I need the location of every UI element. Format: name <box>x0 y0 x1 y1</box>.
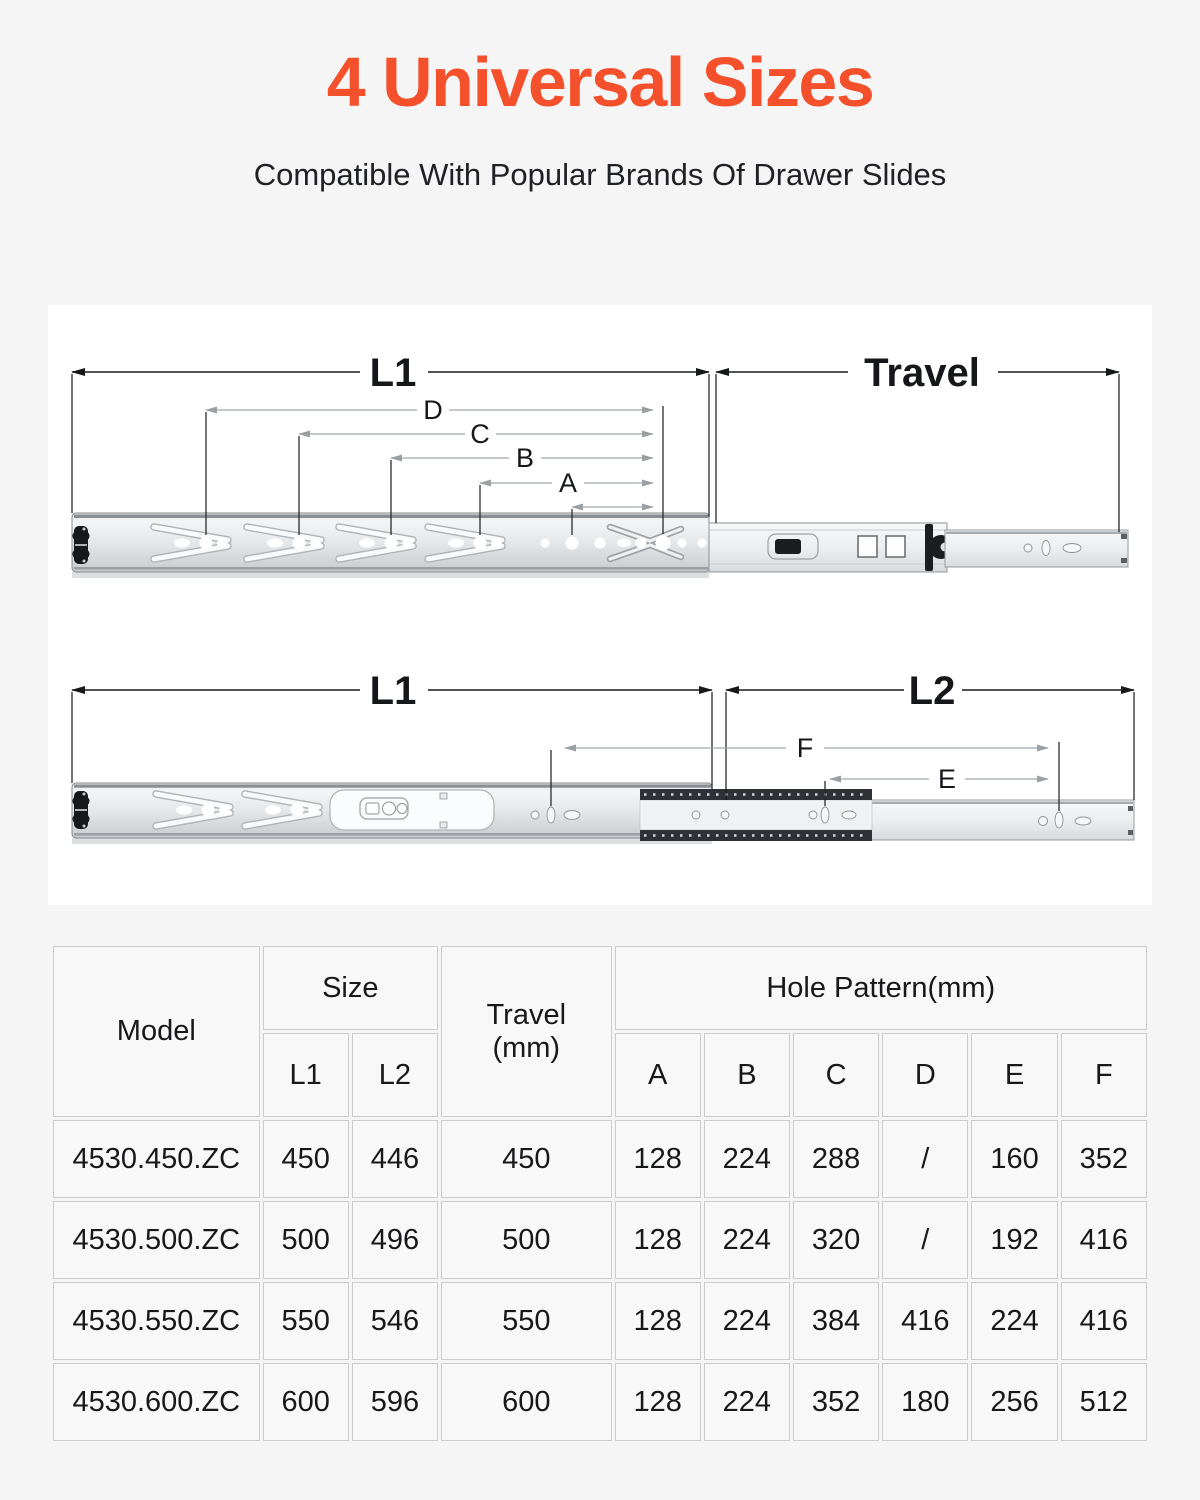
dimension-b <box>391 443 653 473</box>
cell-b: 224 <box>704 1201 790 1279</box>
cell-b: 224 <box>704 1120 790 1198</box>
rail-end-clip-icon <box>73 791 90 829</box>
rail-end-clip-icon <box>73 526 90 564</box>
cell-model: 4530.450.ZC <box>53 1120 260 1198</box>
cell-c: 352 <box>793 1363 879 1441</box>
dim-label-l2: L2 <box>908 669 956 713</box>
dimension-l1 <box>72 669 712 789</box>
dim-label-f: F <box>796 733 814 763</box>
cell-l2: 546 <box>352 1282 438 1360</box>
dimension-c <box>299 419 653 449</box>
dim-label-l1: L1 <box>369 351 417 395</box>
col-header-travel-label: Travel <box>486 998 567 1031</box>
cell-travel: 450 <box>441 1120 611 1198</box>
table-row <box>53 1282 1147 1360</box>
dimension-l2 <box>726 669 1134 800</box>
cell-a: 128 <box>615 1363 701 1441</box>
cell-f: 416 <box>1061 1201 1147 1279</box>
dimension-f <box>565 733 1048 763</box>
cell-b: 224 <box>704 1282 790 1360</box>
cell-d: 416 <box>882 1282 968 1360</box>
drawer-slide-diagrams <box>48 305 1152 905</box>
col-header-d: D <box>882 1033 968 1117</box>
cell-travel: 500 <box>441 1201 611 1279</box>
dim-label-c: C <box>470 419 490 449</box>
dim-label-b: B <box>515 443 535 473</box>
cell-a: 128 <box>615 1120 701 1198</box>
table-row <box>53 1120 1147 1198</box>
cell-l1: 500 <box>263 1201 349 1279</box>
cell-l2: 596 <box>352 1363 438 1441</box>
cell-a: 128 <box>615 1201 701 1279</box>
cell-e: 160 <box>971 1120 1057 1198</box>
page-subtitle: Compatible With Popular Brands Of Drawer Slides <box>253 157 947 192</box>
cell-l1: 450 <box>263 1120 349 1198</box>
col-header-size: Size <box>263 946 438 1030</box>
cell-model: 4530.550.ZC <box>53 1282 260 1360</box>
inner-member-rail <box>945 530 1128 567</box>
col-header-a: A <box>615 1033 701 1117</box>
col-header-e: E <box>971 1033 1057 1117</box>
cell-d: 180 <box>882 1363 968 1441</box>
cell-f: 512 <box>1061 1363 1147 1441</box>
inner-member-rail <box>870 800 1134 840</box>
page-title: 4 Universal Sizes <box>326 43 874 121</box>
col-header-b: B <box>704 1033 790 1117</box>
table-row <box>53 1363 1147 1441</box>
dim-label-e: E <box>937 764 957 794</box>
drawer-member-plate <box>330 790 494 830</box>
col-header-l1: L1 <box>263 1033 349 1117</box>
cell-a: 128 <box>615 1282 701 1360</box>
cell-l1: 600 <box>263 1363 349 1441</box>
cell-travel: 600 <box>441 1363 611 1441</box>
cell-f: 416 <box>1061 1282 1147 1360</box>
spec-table <box>50 943 1150 1444</box>
diagram-top-slide <box>72 351 1128 578</box>
cell-c: 384 <box>793 1282 879 1360</box>
cell-c: 288 <box>793 1120 879 1198</box>
cell-l2: 446 <box>352 1120 438 1198</box>
dimension-a <box>480 468 653 498</box>
dim-label-travel: Travel <box>864 351 980 395</box>
dimension-d <box>206 395 653 425</box>
cell-c: 320 <box>793 1201 879 1279</box>
cell-e: 224 <box>971 1282 1057 1360</box>
dim-label-a: A <box>558 468 578 498</box>
cell-l1: 550 <box>263 1282 349 1360</box>
drawer-member-rail <box>709 523 953 572</box>
dim-label-l1: L1 <box>369 669 417 713</box>
cell-l2: 496 <box>352 1201 438 1279</box>
col-header-travel <box>441 946 611 1117</box>
cell-travel: 550 <box>441 1282 611 1360</box>
ball-bearing-strips <box>640 789 872 841</box>
cell-e: 256 <box>971 1363 1057 1441</box>
col-header-f: F <box>1061 1033 1147 1117</box>
dim-label-d: D <box>423 395 443 425</box>
col-header-hole-pattern: Hole Pattern(mm) <box>615 946 1147 1030</box>
col-header-l2: L2 <box>352 1033 438 1117</box>
cell-model: 4530.500.ZC <box>53 1201 260 1279</box>
diagram-panel <box>48 305 1152 905</box>
table-row <box>53 1201 1147 1279</box>
col-header-model: Model <box>53 946 260 1117</box>
cell-f: 352 <box>1061 1120 1147 1198</box>
cell-b: 224 <box>704 1363 790 1441</box>
dimension-travel <box>716 351 1119 532</box>
cell-e: 192 <box>971 1201 1057 1279</box>
diagram-bottom-slide <box>72 669 1134 844</box>
col-header-travel-unit: (mm) <box>492 1031 561 1064</box>
col-header-c: C <box>793 1033 879 1117</box>
cell-d: / <box>882 1201 968 1279</box>
cell-model: 4530.600.ZC <box>53 1363 260 1441</box>
cell-d: / <box>882 1120 968 1198</box>
